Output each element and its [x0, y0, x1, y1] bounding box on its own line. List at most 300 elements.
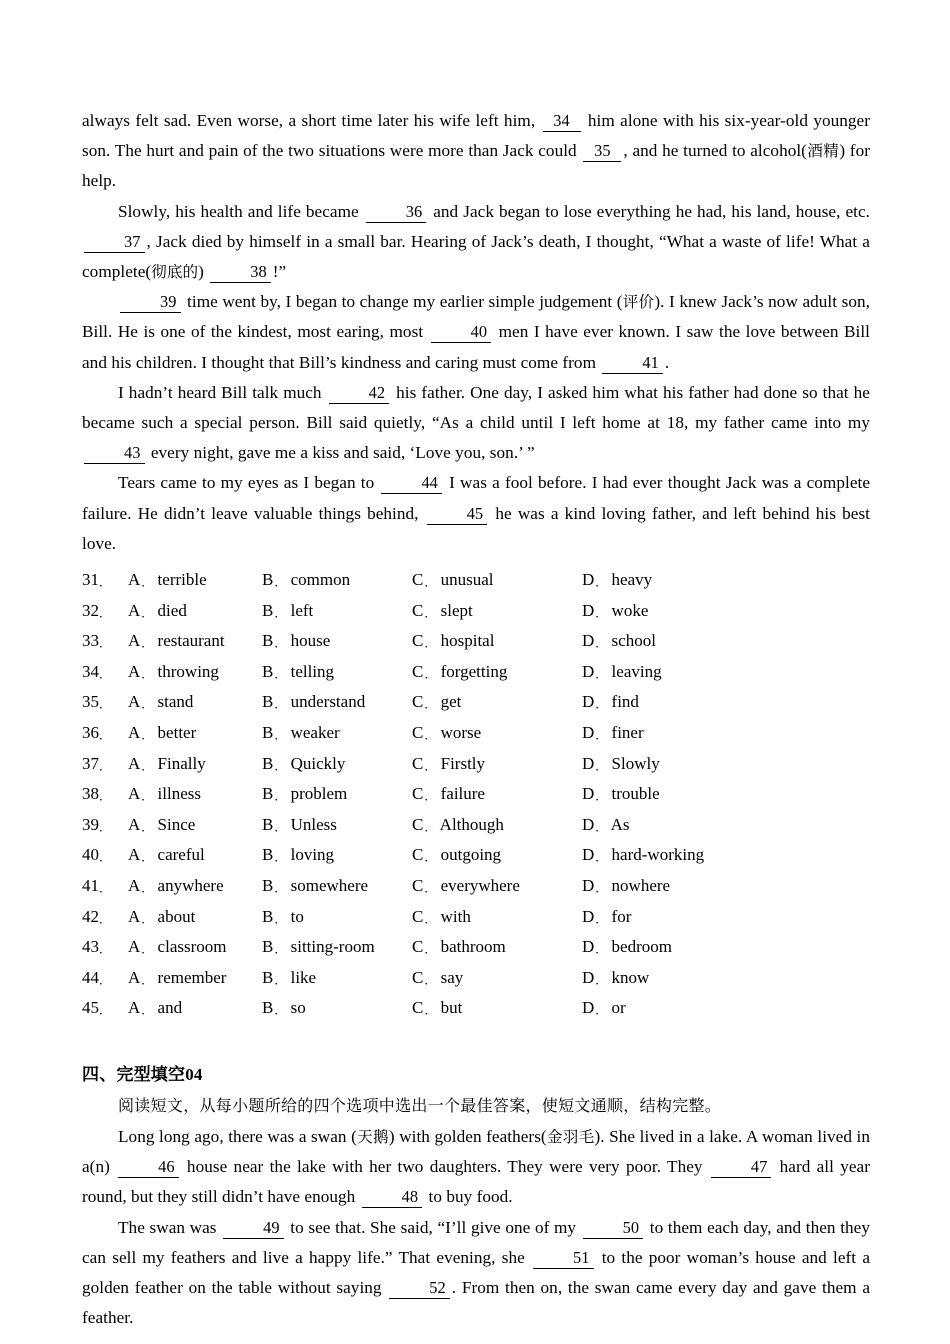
option-text: problem — [286, 784, 348, 804]
text-run: Long long ago, there was a swan ( — [118, 1126, 357, 1146]
option-letter: B — [262, 875, 274, 895]
paragraph — [82, 106, 870, 197]
answer-blank-51[interactable]: 51 — [533, 1248, 594, 1269]
option-letter: C — [412, 906, 424, 926]
option-choice-b[interactable] — [262, 963, 316, 995]
separator-dot: ． — [424, 758, 437, 773]
text-run: to buy food. — [424, 1187, 513, 1207]
text-run: ) with golden feathers( — [388, 1126, 547, 1146]
question-number: 41． — [82, 875, 112, 895]
option-choice-d[interactable] — [582, 596, 648, 628]
separator-dot: ． — [99, 728, 112, 743]
option-choice-c[interactable] — [412, 779, 485, 811]
separator-dot: ． — [595, 636, 608, 651]
separator-dot: ． — [424, 636, 437, 651]
option-text: worse — [436, 723, 482, 743]
text-run: every night, gave me a kiss and said, ‘Love you, son.’ ” — [146, 443, 535, 463]
option-letter: B — [262, 845, 274, 865]
option-row — [82, 687, 870, 718]
answer-blank-48[interactable]: 48 — [362, 1187, 423, 1208]
option-choice-c[interactable] — [412, 902, 471, 934]
option-text: throwing — [153, 661, 219, 681]
option-text: weaker — [286, 723, 340, 743]
text-run: him alone with his six-year-old younger son. The hurt and pain of the two situations were more than Jack could — [82, 111, 870, 161]
option-choice-a[interactable] — [128, 749, 206, 781]
option-text: failure — [436, 784, 485, 804]
option-text: Although — [436, 814, 504, 834]
option-letter: A — [128, 723, 141, 743]
separator-dot: ． — [141, 697, 154, 712]
separator-dot: ． — [595, 758, 608, 773]
separator-dot: ． — [274, 697, 287, 712]
option-letter: A — [128, 753, 141, 773]
option-letter: C — [412, 875, 424, 895]
passage-1 — [82, 106, 870, 559]
question-number: 39． — [82, 814, 112, 834]
option-choice-d[interactable] — [582, 687, 639, 719]
option-row — [82, 993, 870, 1024]
option-letter: A — [128, 661, 141, 681]
answer-blank-52[interactable]: 52 — [389, 1278, 450, 1299]
option-letter: C — [412, 784, 424, 804]
separator-dot: ． — [141, 636, 154, 651]
answer-blank-42[interactable]: 42 — [329, 383, 390, 404]
text-run: his father. One day, I asked him what his father had done so that he became such a special person. Bill said quietly, “As a child until I left home at 18, my father came into my — [82, 382, 870, 433]
option-text: everywhere — [436, 875, 520, 895]
option-row — [82, 596, 870, 627]
separator-dot: ． — [274, 972, 287, 987]
option-letter: C — [412, 967, 424, 987]
option-row — [82, 749, 870, 780]
separator-dot: ． — [595, 819, 608, 834]
text-run: . — [664, 352, 670, 372]
question-number: 42． — [82, 906, 112, 926]
option-text: Quickly — [286, 753, 346, 773]
separator-dot: ． — [99, 880, 112, 895]
option-choice-a[interactable] — [128, 626, 225, 658]
option-letter: B — [262, 723, 274, 743]
option-text: Slowly — [607, 753, 660, 773]
separator-dot: ． — [99, 972, 112, 987]
separator-dot: ． — [141, 575, 154, 590]
option-text: illness — [153, 784, 201, 804]
text-run: he was a kind loving father, and left behind his best love. — [82, 503, 871, 553]
answer-blank-41[interactable]: 41 — [602, 353, 663, 374]
chinese-gloss: 天鹅 — [356, 1127, 389, 1146]
option-choice-d[interactable] — [582, 657, 662, 689]
option-choice-c[interactable] — [412, 963, 463, 995]
option-letter: C — [412, 845, 424, 865]
option-letter: C — [412, 692, 424, 712]
option-letter: B — [262, 570, 274, 590]
answer-blank-49[interactable]: 49 — [223, 1218, 284, 1239]
option-choice-d[interactable] — [582, 963, 649, 995]
text-run: house near the lake with her two daughters. They were very poor. They — [180, 1157, 709, 1177]
option-letter: B — [262, 814, 274, 834]
separator-dot: ． — [274, 880, 287, 895]
separator-dot: ． — [274, 728, 287, 743]
separator-dot: ． — [595, 911, 608, 926]
option-choice-c[interactable] — [412, 565, 494, 597]
option-letter: D — [582, 906, 595, 926]
separator-dot: ． — [424, 972, 437, 987]
option-choice-b[interactable] — [262, 718, 340, 750]
option-choice-c[interactable] — [412, 626, 494, 658]
option-choice-a[interactable] — [128, 963, 226, 995]
separator-dot: ． — [424, 789, 437, 804]
separator-dot: ． — [595, 789, 608, 804]
option-choice-a[interactable] — [128, 657, 219, 689]
option-row — [82, 626, 870, 657]
option-choice-b[interactable] — [262, 657, 334, 689]
option-text: forgetting — [436, 661, 508, 681]
option-text: classroom — [153, 937, 227, 957]
option-text: Since — [153, 814, 196, 834]
answer-blank-43[interactable]: 43 — [84, 443, 145, 464]
separator-dot: ． — [141, 605, 154, 620]
separator-dot: ． — [141, 758, 154, 773]
separator-dot: ． — [99, 911, 112, 926]
option-letter: B — [262, 937, 274, 957]
option-choice-c[interactable] — [412, 810, 504, 842]
option-choice-a[interactable] — [128, 993, 182, 1025]
text-run: I hadn’t heard Bill talk much — [118, 382, 327, 402]
option-text: woke — [607, 600, 649, 620]
option-choice-b[interactable] — [262, 565, 350, 597]
separator-dot: ． — [424, 1003, 437, 1018]
option-choice-a[interactable] — [128, 810, 195, 842]
option-text: loving — [286, 845, 335, 865]
separator-dot: ． — [99, 697, 112, 712]
answer-blank-44[interactable]: 44 — [381, 473, 442, 494]
option-choice-c[interactable] — [412, 840, 501, 872]
option-choice-d[interactable] — [582, 626, 656, 658]
option-row — [82, 565, 870, 596]
option-letter: C — [412, 814, 424, 834]
option-text: died — [153, 600, 187, 620]
option-choice-c[interactable] — [412, 596, 473, 628]
option-choice-b[interactable] — [262, 749, 345, 781]
option-text: and — [153, 998, 183, 1018]
section-heading — [82, 1060, 870, 1085]
option-choice-d[interactable] — [582, 840, 704, 872]
option-letter: A — [128, 875, 141, 895]
question-number: 36． — [82, 723, 112, 743]
option-text: finer — [607, 723, 644, 743]
option-letter: A — [128, 967, 141, 987]
separator-dot: ． — [141, 972, 154, 987]
option-text: hard-working — [607, 845, 705, 865]
option-letter: B — [262, 600, 274, 620]
separator-dot: ． — [99, 789, 112, 804]
option-choice-a[interactable] — [128, 565, 207, 597]
separator-dot: ． — [99, 1003, 112, 1018]
option-text: house — [286, 631, 331, 651]
answer-blank-40[interactable]: 40 — [431, 322, 492, 343]
question-number: 33． — [82, 631, 112, 651]
option-text: As — [607, 814, 630, 834]
option-text: telling — [286, 661, 335, 681]
option-choice-c[interactable] — [412, 718, 481, 750]
option-row — [82, 932, 870, 963]
text-run: Tears came to my eyes as I began to — [118, 473, 380, 493]
option-choice-b[interactable] — [262, 596, 313, 628]
option-letter: A — [128, 570, 141, 590]
option-letter: B — [262, 631, 274, 651]
option-text: trouble — [607, 784, 660, 804]
question-number: 45． — [82, 998, 112, 1018]
option-choice-c[interactable] — [412, 687, 461, 719]
question-number: 35． — [82, 692, 112, 712]
option-choice-b[interactable] — [262, 871, 368, 903]
separator-dot: ． — [99, 666, 112, 681]
separator-dot: ． — [99, 636, 112, 651]
option-letter: A — [128, 998, 141, 1018]
separator-dot: ． — [424, 697, 437, 712]
option-choice-a[interactable] — [128, 902, 195, 934]
option-choice-d[interactable] — [582, 810, 630, 842]
option-text: careful — [153, 845, 205, 865]
separator-dot: ． — [99, 758, 112, 773]
option-choice-a[interactable] — [128, 871, 224, 903]
option-choice-c[interactable] — [412, 749, 485, 781]
option-choice-d[interactable] — [582, 718, 644, 750]
option-choice-d[interactable] — [582, 871, 670, 903]
question-number: 38． — [82, 784, 112, 804]
separator-dot: ． — [595, 605, 608, 620]
separator-dot: ． — [141, 942, 154, 957]
option-row — [82, 902, 870, 933]
text-run: men I have ever known. I saw the love between Bill and his children. I thought that Bill’s kindness and caring must come from — [82, 322, 871, 372]
option-choice-d[interactable] — [582, 993, 626, 1025]
separator-dot: ． — [424, 880, 437, 895]
option-choice-a[interactable] — [128, 718, 196, 750]
option-text: about — [153, 906, 196, 926]
separator-dot: ． — [141, 789, 154, 804]
option-letter: D — [582, 753, 595, 773]
option-letter: C — [412, 753, 424, 773]
option-choice-c[interactable] — [412, 993, 462, 1025]
option-choice-d[interactable] — [582, 932, 672, 964]
option-letter: D — [582, 998, 595, 1018]
option-text: with — [436, 906, 471, 926]
separator-dot: ． — [274, 636, 287, 651]
separator-dot: ． — [141, 880, 154, 895]
option-letter: C — [412, 937, 424, 957]
option-choice-d[interactable] — [582, 749, 660, 781]
option-letter: B — [262, 906, 274, 926]
option-text: unusual — [436, 570, 494, 590]
separator-dot: ． — [595, 575, 608, 590]
option-letter: B — [262, 692, 274, 712]
separator-dot: ． — [141, 911, 154, 926]
option-letter: C — [412, 998, 424, 1018]
option-text: outgoing — [436, 845, 502, 865]
option-choice-a[interactable] — [128, 687, 193, 719]
option-text: to — [286, 906, 304, 926]
separator-dot: ． — [274, 911, 287, 926]
question-number: 37． — [82, 753, 112, 773]
option-choice-b[interactable] — [262, 993, 306, 1025]
option-choice-a[interactable] — [128, 779, 201, 811]
option-choice-b[interactable] — [262, 932, 375, 964]
option-choice-b[interactable] — [262, 810, 337, 842]
option-text: bedroom — [607, 937, 672, 957]
option-text: nowhere — [607, 875, 671, 895]
separator-dot: ． — [595, 697, 608, 712]
option-letter: D — [582, 967, 595, 987]
separator-dot: ． — [274, 666, 287, 681]
option-letter: A — [128, 906, 141, 926]
chinese-gloss: 酒精 — [806, 142, 840, 161]
paragraph — [82, 378, 870, 469]
passage-2 — [82, 1122, 870, 1333]
question-number: 32． — [82, 600, 112, 620]
answer-blank-37[interactable]: 37 — [84, 232, 145, 253]
section-heading-title: 四、完型填空 — [82, 1064, 186, 1085]
option-row — [82, 963, 870, 994]
separator-dot: ． — [99, 575, 112, 590]
text-run: ). I knew Jack’s now adult son, Bill. He is one of the kindest, most earing, most — [82, 292, 870, 342]
chinese-gloss: 金羽毛 — [546, 1127, 595, 1146]
option-choice-a[interactable] — [128, 840, 205, 872]
option-text: but — [436, 998, 463, 1018]
separator-dot: ． — [424, 666, 437, 681]
separator-dot: ． — [99, 850, 112, 865]
option-text: understand — [286, 692, 366, 712]
option-choice-c[interactable] — [412, 871, 520, 903]
separator-dot: ． — [274, 605, 287, 620]
option-choice-c[interactable] — [412, 932, 506, 964]
separator-dot: ． — [595, 880, 608, 895]
option-choice-c[interactable] — [412, 657, 507, 689]
answer-blank-45[interactable]: 45 — [427, 504, 488, 525]
text-run: !” — [272, 262, 287, 282]
answer-blank-46[interactable]: 46 — [118, 1157, 179, 1178]
separator-dot: ． — [274, 850, 287, 865]
option-text: better — [153, 723, 197, 743]
text-run: ) — [198, 262, 209, 282]
text-run: to the poor woman’s house and left a golden feather on the table without saying — [82, 1247, 871, 1297]
answer-blank-34[interactable]: 34 — [543, 111, 581, 132]
text-run: , Jack died by himself in a small bar. Hearing of Jack’s death, I thought, “What a waste of life! What a complete( — [82, 231, 870, 282]
separator-dot: ． — [595, 728, 608, 743]
option-text: Finally — [153, 753, 206, 773]
option-text: restaurant — [153, 631, 225, 651]
option-letter: A — [128, 937, 141, 957]
option-text: stand — [153, 692, 194, 712]
separator-dot: ． — [274, 758, 287, 773]
option-letter: B — [262, 753, 274, 773]
option-text: know — [607, 967, 650, 987]
paragraph — [82, 197, 870, 288]
option-letter: C — [412, 631, 424, 651]
option-letter: C — [412, 600, 424, 620]
text-run: The swan was — [118, 1217, 222, 1237]
separator-dot: ． — [274, 819, 287, 834]
option-choice-b[interactable] — [262, 626, 330, 658]
text-run: always felt sad. Even worse, a short time later his wife left him, — [82, 111, 541, 130]
option-row — [82, 657, 870, 688]
option-letter: B — [262, 784, 274, 804]
answer-blank-38[interactable]: 38 — [210, 262, 271, 283]
separator-dot: ． — [99, 605, 112, 620]
option-letter: C — [412, 570, 424, 590]
option-text: leaving — [607, 661, 662, 681]
answer-blank-50[interactable]: 50 — [583, 1218, 644, 1239]
option-row — [82, 779, 870, 810]
option-choice-b[interactable] — [262, 902, 304, 934]
text-run: hard all year round, but they still didn’t have enough — [82, 1157, 871, 1207]
option-choice-b[interactable] — [262, 840, 334, 872]
question-number: 31． — [82, 570, 112, 590]
option-choice-b[interactable] — [262, 687, 365, 719]
option-row — [82, 718, 870, 749]
option-text: like — [286, 967, 317, 987]
option-letter: D — [582, 723, 595, 743]
option-text: slept — [436, 600, 473, 620]
option-choice-a[interactable] — [128, 596, 187, 628]
text-run: , and he turned to alcohol( — [623, 141, 807, 161]
separator-dot: ． — [274, 942, 287, 957]
option-letter: D — [582, 814, 595, 834]
separator-dot: ． — [141, 666, 154, 681]
separator-dot: ． — [274, 789, 287, 804]
option-text: say — [436, 967, 464, 987]
text-run: time went by, I began to change my earlier simple judgement ( — [182, 292, 623, 312]
page-content — [82, 106, 870, 1333]
option-choice-d[interactable] — [582, 902, 631, 934]
separator-dot: ． — [595, 942, 608, 957]
option-text: anywhere — [153, 875, 224, 895]
text-run: ). She lived in a lake. A woman lived in a(n) — [82, 1126, 871, 1177]
option-letter: D — [582, 784, 595, 804]
option-letter: D — [582, 875, 595, 895]
option-letter: A — [128, 845, 141, 865]
option-choice-b[interactable] — [262, 779, 347, 811]
chinese-gloss: 评价 — [622, 293, 655, 312]
text-run: Slowly, his health and life became — [118, 201, 364, 221]
option-choice-a[interactable] — [128, 932, 226, 964]
separator-dot: ． — [424, 942, 437, 957]
option-choice-d[interactable] — [582, 565, 652, 597]
option-choice-d[interactable] — [582, 779, 660, 811]
option-text: somewhere — [286, 875, 369, 895]
separator-dot: ． — [141, 1003, 154, 1018]
option-letter: D — [582, 631, 595, 651]
option-text: Firstly — [436, 753, 486, 773]
answer-blank-39[interactable]: 39 — [120, 292, 181, 313]
text-run: I was a fool before. I had ever thought Jack was a complete failure. He didn’t leave valuable things behind, — [82, 473, 870, 523]
option-text: find — [607, 692, 639, 712]
option-text: school — [607, 631, 656, 651]
option-text: bathroom — [436, 937, 506, 957]
question-number: 43． — [82, 937, 112, 957]
answer-blank-47[interactable]: 47 — [711, 1157, 772, 1178]
separator-dot: ． — [274, 1003, 287, 1018]
option-text: heavy — [607, 570, 653, 590]
separator-dot: ． — [424, 850, 437, 865]
answer-blank-36[interactable]: 36 — [366, 202, 427, 223]
separator-dot: ． — [595, 1003, 608, 1018]
option-text: for — [607, 906, 632, 926]
answer-blank-35[interactable]: 35 — [583, 141, 621, 162]
option-letter: D — [582, 692, 595, 712]
paragraph — [82, 1213, 870, 1334]
text-run: to see that. She said, “I’ll give one of my — [285, 1217, 581, 1237]
option-text: so — [286, 998, 306, 1018]
option-letter: D — [582, 600, 595, 620]
